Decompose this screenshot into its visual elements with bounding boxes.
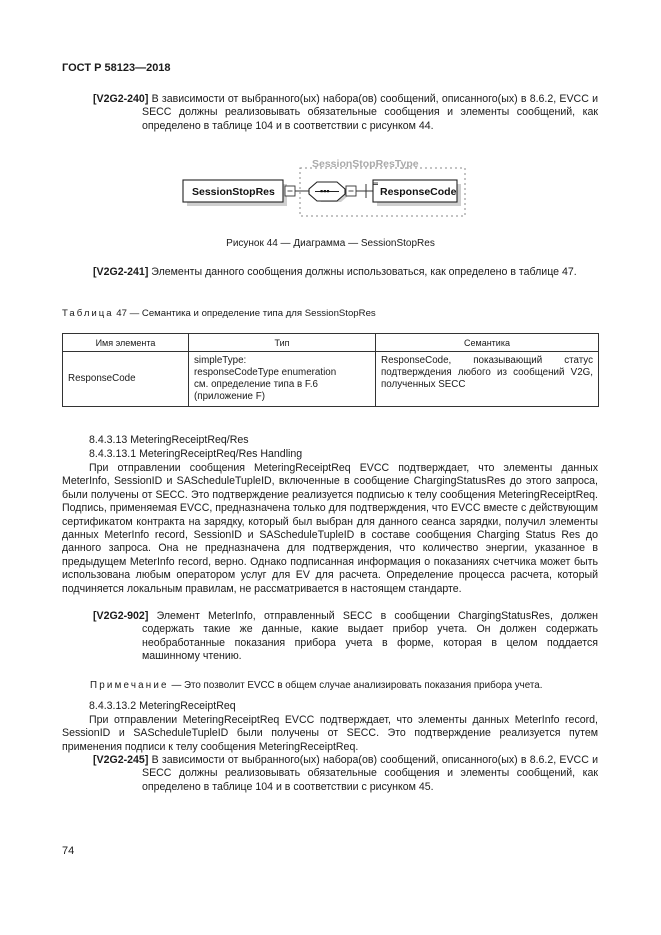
requirement-text: Элементы данного сообщения должны использоваться, как определено в таблице 47. xyxy=(148,266,577,278)
semantics-table xyxy=(62,333,599,407)
column-header: Тип xyxy=(189,334,376,352)
section-heading: 8.4.3.13 MeteringReceiptReq/Res xyxy=(89,434,249,446)
type-cell: simpleType: responseCodeType enumeration см. определение типа в F.6 (приложение F) xyxy=(189,352,376,407)
page-number: 74 xyxy=(62,845,75,857)
semantics-cell: ResponseCode, показывающий статус подтверждения любого из сообщений V2G, полученных SECC xyxy=(376,352,599,407)
note xyxy=(90,679,542,692)
requirement-v2g2-240 xyxy=(93,93,598,133)
section-heading: 8.4.3.13.2 MeteringReceiptReq xyxy=(89,700,236,712)
table-caption-prefix: Таблица xyxy=(62,308,114,319)
requirement-v2g2-245 xyxy=(93,754,598,794)
sequence-symbol: ▪▪▪ xyxy=(320,186,330,196)
root-element-label: SessionStopRes xyxy=(192,186,275,198)
column-header: Семантика xyxy=(376,334,599,352)
requirement-text: Элемент MeterInfo, отправленный SECC в сообщении ChargingStatusRes, должен содержать такие же данные, какие выдает прибор учета. Он должен содержать необработанные показания прибора учета в форме, которая в целом поддается машинному чтению. xyxy=(142,610,598,663)
note-text: — Это позволит EVCC в общем случае анализировать показания прибора учета. xyxy=(168,680,543,691)
requirement-tag: [V2G2-241] xyxy=(93,266,149,278)
table-row xyxy=(63,352,599,407)
child-element-label: ResponseCode xyxy=(380,186,457,198)
table-header-row xyxy=(63,334,599,352)
requirement-tag: [V2G2-245] xyxy=(93,754,149,766)
requirement-tag: [V2G2-902] xyxy=(93,610,149,622)
metering-receipt-paragraph: При отправлении MeteringReceiptReq EVCC подтверждает, что элементы данных MeterInfo record, SessionID и SAScheduleTupleID были получены от SECC. Это подтверждение реализуется путем применения подписи к телу сообщения MeteringReceiptReq. xyxy=(62,714,598,753)
requirement-text: В зависимости от выбранного(ых) набора(ов) сообщений, описанного(ых) в 8.6.2, EVCC и SECC должны реализовывать обязательные сообщения и элементы сообщений, как определено в таблице 104 и в соответствии с рисунком 44. xyxy=(142,93,598,132)
handling-paragraph: При отправлении сообщения MeteringReceiptReq EVCC подтверждает, что элементы данных MeterInfo, SessionID и SAScheduleTupleID, включенные в сообщение ChargingStatusRes до этого запроса, были получены от SECC. Это подтверждение реализуется подписью к телу сообщения MeteringReceiptReq. Подпись, применяемая EVCC, предназначена только для подтверждения, что EVCC вместе с действующим сертификатом контракта на зарядку, который был выбран для данного сеанса зарядки, получил элементы данных MeterInfo record, SessionID и SAScheduleTupleID в составе сообщения Charging Status Res до данного запроса. Она не предназначена для подтверждения, что количество энергии, указанное в предыдущем MeterInfo record, верно. Однако подписанная информация о показаниях счетчика может быть использована любым оператором услуг для EV для расчета. Определение процесса расчета, который подчиняется локальным правилам, не рассматривается в настоящем стандарте. xyxy=(62,462,598,595)
type-label: SessionStopResType xyxy=(312,158,419,170)
element-name-cell: ResponseCode xyxy=(63,352,189,407)
requirement-v2g2-241 xyxy=(93,266,598,279)
requirement-v2g2-902 xyxy=(93,610,598,664)
requirement-tag: [V2G2-240] xyxy=(93,93,149,105)
table-caption-text: 47 — Семантика и определение типа для SessionStopRes xyxy=(113,308,376,319)
note-prefix: Примечание xyxy=(90,680,169,691)
session-stop-res-diagram xyxy=(170,150,480,222)
document-header: ГОСТ Р 58123—2018 xyxy=(62,62,171,74)
section-heading: 8.4.3.13.1 MeteringReceiptReq/Res Handling xyxy=(89,448,303,460)
column-header: Имя элемента xyxy=(63,334,189,352)
table-caption xyxy=(62,307,376,320)
figure-caption: Рисунок 44 — Диаграмма — SessionStopRes xyxy=(226,238,435,249)
requirement-text: В зависимости от выбранного(ых) набора(ов) сообщений, описанного(ых) в 8.6.2, EVCC и SECC должны реализовывать обязательные сообщения и элементы сообщений, как определено в таблице 104 и в соответствии с рисунком 45. xyxy=(142,754,598,793)
